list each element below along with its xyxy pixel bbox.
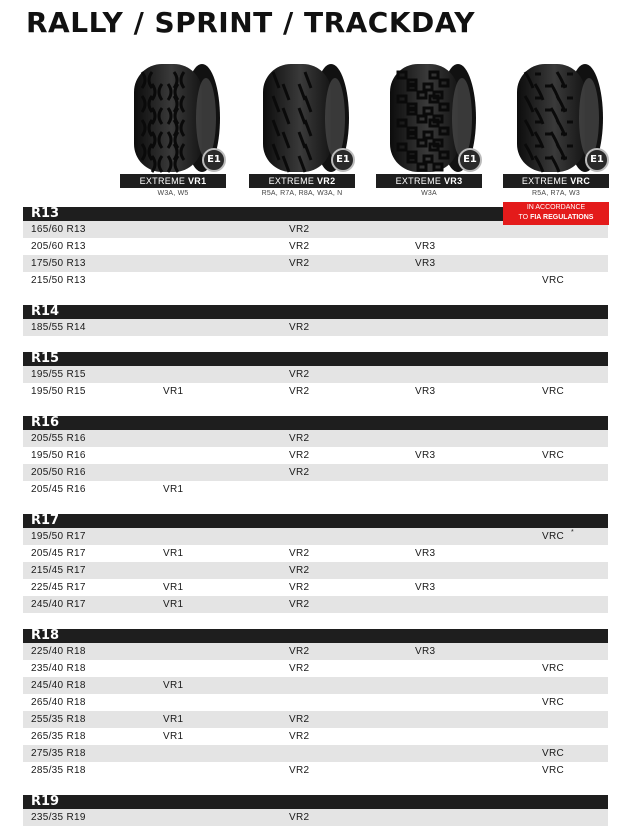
tyre-image-vr1 — [120, 58, 226, 174]
fitment-vr2-cell: VR2 — [289, 812, 310, 823]
tyre-size-table — [23, 207, 608, 826]
tyre-name-vrc: EXTREME VRC — [503, 174, 609, 188]
tyre-size-cell: 225/45 R17 — [31, 582, 86, 593]
tyre-size-cell: 195/50 R15 — [31, 386, 86, 397]
group-header: R14 — [23, 305, 608, 319]
table-row — [23, 528, 608, 545]
table-row — [23, 643, 608, 660]
fitment-vr2-cell: VR2 — [289, 663, 310, 674]
tyre-column-vr2 — [249, 58, 355, 197]
table-row — [23, 272, 608, 289]
table-row — [23, 430, 608, 447]
table-row — [23, 579, 608, 596]
fitment-vr2-cell: VR2 — [289, 731, 310, 742]
fitment-vr1-cell: VR1 — [163, 386, 184, 397]
fitment-vr2-cell: VR2 — [289, 224, 310, 235]
page-title: RALLY / SPRINT / TRACKDAY — [26, 6, 476, 39]
fia-line1: IN ACCORDANCE — [526, 204, 586, 211]
table-row — [23, 383, 608, 400]
tyre-size-cell: 245/40 R18 — [31, 680, 86, 691]
e1-approval-icon: E1 — [202, 148, 226, 172]
fia-regulations-badge — [503, 202, 609, 225]
table-row — [23, 809, 608, 826]
tyre-size-cell: 215/50 R13 — [31, 275, 86, 286]
table-row — [23, 728, 608, 745]
fitment-vr2-cell: VR2 — [289, 582, 310, 593]
tyre-name-vr3: EXTREME VR3 — [376, 174, 482, 188]
group-header: R17 — [23, 514, 608, 528]
fitment-vrc-cell: VRC — [542, 531, 565, 542]
tyre-size-cell: 235/40 R18 — [31, 663, 86, 674]
tyre-size-cell: 275/35 R18 — [31, 748, 86, 759]
tyre-size-cell: 265/35 R18 — [31, 731, 86, 742]
tyre-size-cell: 165/60 R13 — [31, 224, 86, 235]
tyre-size-cell: 215/45 R17 — [31, 565, 86, 576]
group-header: R16 — [23, 416, 608, 430]
tyre-size-cell: 205/60 R13 — [31, 241, 86, 252]
tyre-name-vr1: EXTREME VR1 — [120, 174, 226, 188]
fitment-vr2-cell: VR2 — [289, 241, 310, 252]
table-row — [23, 366, 608, 383]
fitment-vr2-cell: VR2 — [289, 450, 310, 461]
fitment-vr1-cell: VR1 — [163, 582, 184, 593]
fitment-vr2-cell: VR2 — [289, 322, 310, 333]
fitment-vrc-cell: VRC — [542, 275, 565, 286]
fitment-vrc-cell: VRC — [542, 386, 565, 397]
tyre-size-cell: 225/40 R18 — [31, 646, 86, 657]
fitment-vrc-cell: VRC — [542, 450, 565, 461]
table-row — [23, 238, 608, 255]
fitment-vr2-cell: VR2 — [289, 258, 310, 269]
table-row — [23, 447, 608, 464]
tyre-name-vr2: EXTREME VR2 — [249, 174, 355, 188]
table-row — [23, 562, 608, 579]
fitment-vr3-cell: VR3 — [415, 386, 436, 397]
tyre-size-cell: 205/55 R16 — [31, 433, 86, 444]
size-group-r17 — [23, 514, 608, 613]
fitment-vr2-cell: VR2 — [289, 548, 310, 559]
fitment-vr2-cell: VR2 — [289, 765, 310, 776]
fitment-vr3-cell: VR3 — [415, 548, 436, 559]
group-header: R19 — [23, 795, 608, 809]
table-row — [23, 545, 608, 562]
tyre-size-cell: 185/55 R14 — [31, 322, 86, 333]
size-group-r19 — [23, 795, 608, 826]
fia-line2: TO FIA REGULATIONS — [518, 214, 594, 221]
table-row — [23, 762, 608, 779]
size-group-r15 — [23, 352, 608, 400]
group-header: R18 — [23, 629, 608, 643]
fitment-vr2-cell: VR2 — [289, 369, 310, 380]
fitment-vr2-cell: VR2 — [289, 599, 310, 610]
tyre-codes-vr2: R5A, R7A, R8A, W3A, N — [261, 190, 343, 197]
tyre-size-cell: 255/35 R18 — [31, 714, 86, 725]
size-group-r16 — [23, 416, 608, 498]
table-row — [23, 711, 608, 728]
table-row — [23, 660, 608, 677]
fitment-vrc-cell: VRC — [542, 697, 565, 708]
fitment-vr3-cell: VR3 — [415, 241, 436, 252]
tyre-column-vr3 — [376, 58, 482, 197]
table-row — [23, 745, 608, 762]
size-group-r18 — [23, 629, 608, 779]
fitment-vr2-cell: VR2 — [289, 714, 310, 725]
fitment-vr1-cell: VR1 — [163, 714, 184, 725]
fitment-vrc-cell: VRC — [542, 765, 565, 776]
fitment-vr3-cell: VR3 — [415, 582, 436, 593]
tyre-size-cell: 235/35 R19 — [31, 812, 86, 823]
tyre-column-vr1 — [120, 58, 226, 197]
tyre-size-cell: 205/50 R16 — [31, 467, 86, 478]
tyre-column-vrc — [503, 58, 609, 197]
e1-approval-icon: E1 — [331, 148, 355, 172]
fitment-vr3-cell: VR3 — [415, 450, 436, 461]
tyre-size-cell: 195/55 R15 — [31, 369, 86, 380]
tyre-size-cell: 205/45 R17 — [31, 548, 86, 559]
tyre-size-cell: 265/40 R18 — [31, 697, 86, 708]
fitment-vr1-cell: VR1 — [163, 484, 184, 495]
table-row — [23, 677, 608, 694]
tyre-size-cell: 175/50 R13 — [31, 258, 86, 269]
fitment-vrc-cell: VRC — [542, 663, 565, 674]
footnote-mark: * — [571, 529, 575, 536]
tyre-codes-vr1: W3A, W5 — [157, 190, 189, 197]
fitment-vr2-cell: VR2 — [289, 386, 310, 397]
table-row — [23, 255, 608, 272]
fitment-vr1-cell: VR1 — [163, 680, 184, 691]
fitment-vr1-cell: VR1 — [163, 548, 184, 559]
tyre-size-cell: 285/35 R18 — [31, 765, 86, 776]
table-row — [23, 319, 608, 336]
tyre-size-cell: 245/40 R17 — [31, 599, 86, 610]
tyre-size-cell: 205/45 R16 — [31, 484, 86, 495]
tyre-size-cell: 195/50 R17 — [31, 531, 86, 542]
fitment-vr2-cell: VR2 — [289, 467, 310, 478]
e1-approval-icon: E1 — [458, 148, 482, 172]
group-header: R13 — [23, 207, 608, 221]
fitment-vr1-cell: VR1 — [163, 731, 184, 742]
tyre-codes-vrc: R5A, R7A, W3 — [532, 190, 580, 197]
tyre-codes-vr3: W3A — [421, 190, 437, 197]
fitment-vr2-cell: VR2 — [289, 433, 310, 444]
table-row — [23, 596, 608, 613]
table-row — [23, 464, 608, 481]
e1-approval-icon: E1 — [585, 148, 609, 172]
tyre-image-vrc — [503, 58, 609, 174]
fitment-vr1-cell: VR1 — [163, 599, 184, 610]
tyre-size-cell: 195/50 R16 — [31, 450, 86, 461]
tyre-image-vr3 — [376, 58, 482, 174]
fitment-vr3-cell: VR3 — [415, 646, 436, 657]
table-row — [23, 481, 608, 498]
fitment-vr2-cell: VR2 — [289, 565, 310, 576]
group-header: R15 — [23, 352, 608, 366]
fitment-vr2-cell: VR2 — [289, 646, 310, 657]
tyre-image-vr2 — [249, 58, 355, 174]
fitment-vr3-cell: VR3 — [415, 258, 436, 269]
size-group-r14 — [23, 305, 608, 336]
table-row — [23, 694, 608, 711]
fitment-vrc-cell: VRC — [542, 748, 565, 759]
